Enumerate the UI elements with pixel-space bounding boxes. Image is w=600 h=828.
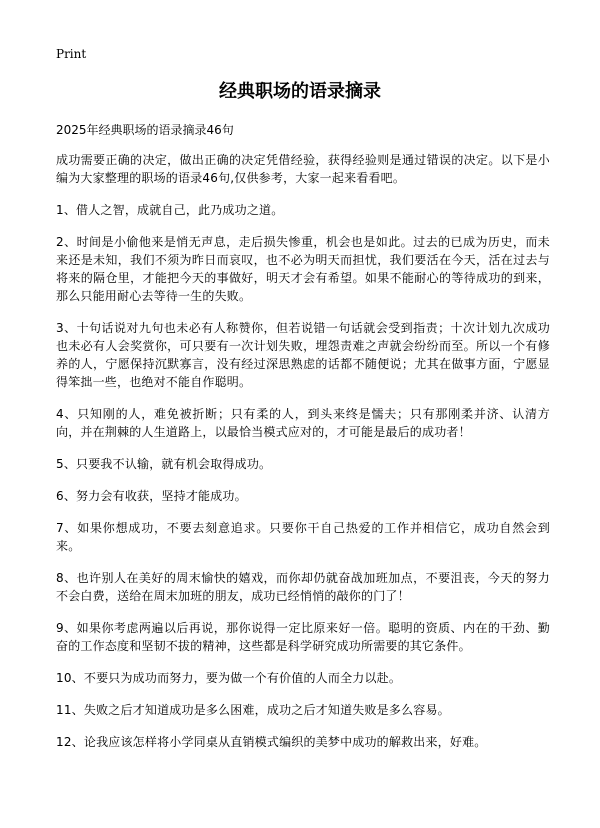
quote-paragraph: 9、如果你考虑两遍以后再说，那你说得一定比原来好一倍。聪明的资质、内在的干劲、勤奋的工作态度和坚韧不拔的精神，这些都是科学研究成功所需要的其它条件。 — [56, 621, 550, 653]
quote-paragraph: 12、论我应该怎样将小学同桌从直销模式编织的美梦中成功的解救出来，好难。 — [56, 735, 487, 749]
quote-paragraph: 3、十句话说对九句也未必有人称赞你，但若说错一句话就会受到指责；十次计划九次成功也未必有人会奖赏你，可只要有一次计划失败，埋怨责难之声就会纷纷而至。所以一个有修养的人，宁愿保持沉默寡言，没有经过深思熟虑的话都不随便说；尤其在做事方面，宁愿显得笨拙一些，也绝对不能自作聪明。 — [56, 321, 550, 389]
quote-paragraph: 8、也许别人在美好的周末愉快的嬉戏，而你却仍就奋战加班加点，不要沮丧，今天的努力不会白费，送给在周末加班的朋友，成功已经悄悄的敲你的门了！ — [56, 571, 550, 603]
quote-paragraph: 2、时间是小偷他来是悄无声息，走后损失惨重，机会也是如此。过去的已成为历史，而未来还是未知，我们不须为昨日而哀叹，也不必为明天而担忧，我们要活在今天，活在过去与将来的隔仓里，才能把今天的事做好，明天才会有希望。如果不能耐心的等待成功的到来，那么只能用耐心去等待一生的失败。 — [56, 235, 550, 303]
quote-paragraph: 5、只要我不认输，就有机会取得成功。 — [56, 457, 272, 471]
quote-paragraph: 7、如果你想成功，不要去刻意追求。只要你干自己热爱的工作并相信它，成功自然会到来。 — [56, 521, 550, 553]
quote-paragraph: 4、只知刚的人，难免被折断；只有柔的人，到头来终是懦夫；只有那刚柔并济、认清方向，并在荆棘的人生道路上，以最恰当模式应对的，才可能是最后的成功者！ — [56, 407, 550, 439]
quote-paragraph: 10、不要只为成功而努力，要为做一个有价值的人而全力以赴。 — [56, 671, 402, 685]
page-subtitle: 2025年经典职场的语录摘录46句 — [56, 123, 234, 137]
quote-paragraph: 1、借人之智，成就自己，此乃成功之道。 — [56, 203, 284, 217]
quote-paragraph: 6、努力会有收获，坚持才能成功。 — [56, 489, 247, 503]
page-title: 经典职场的语录摘录 — [219, 81, 381, 102]
intro-paragraph: 成功需要正确的决定，做出正确的决定凭借经验，获得经验则是通过错误的决定。以下是小编为大家整理的职场的语录46句,仅供参考，大家一起来看看吧。 — [56, 153, 550, 185]
print-link[interactable]: Print — [56, 47, 87, 61]
article-body — [56, 151, 550, 765]
quote-paragraph: 11、失败之后才知道成功是多么困难，成功之后才知道失败是多么容易。 — [56, 703, 450, 717]
